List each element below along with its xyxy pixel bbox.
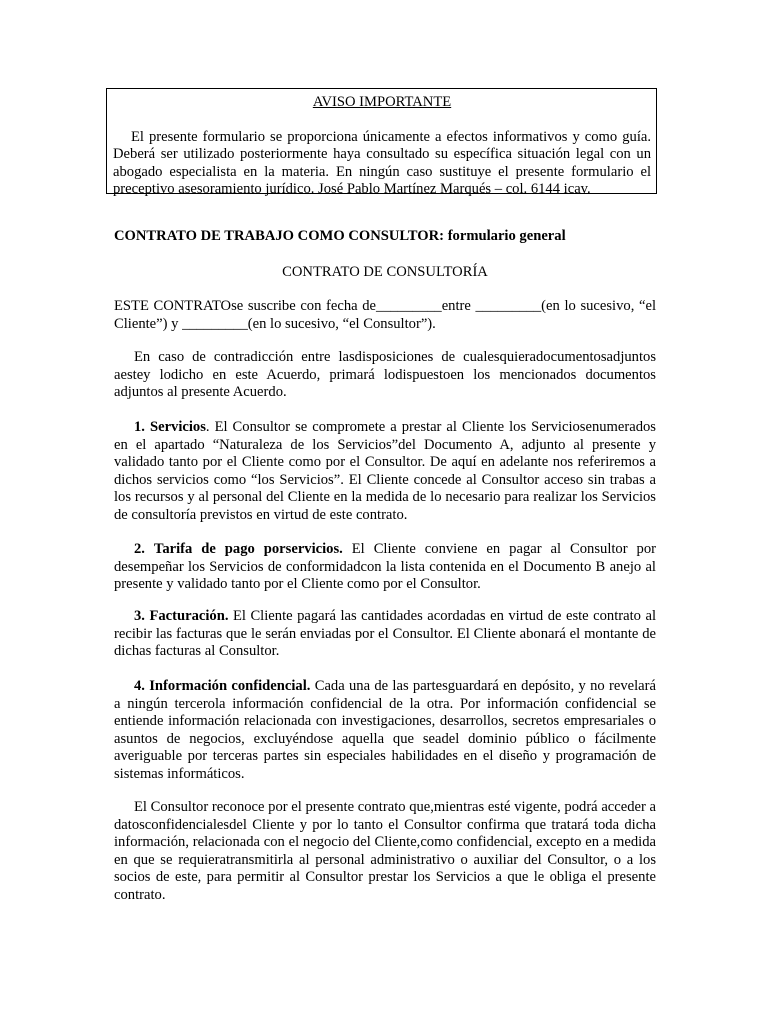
heading-rest: formulario general [444, 228, 566, 244]
clause-text: El Cliente pagará las cantidades acordadas en virtud de este contrato al recibir las facturas que le serán enviadas por el Consultor. El Cliente abonará el montante de dichas facturas al Consultor. [114, 608, 656, 660]
document-heading [114, 228, 656, 246]
notice-body: El presente formulario se proporciona únicamente a efectos informativos y como guía. Deberá ser utilizado posteriormente haya consultado su específica situación legal con un abogado especialista en la materia. En ningún caso sustituye el presente formulario el preceptivo asesoramiento jurídico. José Pablo Martínez Marqués – col. 6144 icav. [113, 128, 651, 198]
clause-title: Servicios [149, 419, 206, 435]
clause-number: 1. [134, 419, 145, 435]
important-notice-box [106, 88, 657, 198]
clause-text: Cada una de las partesguardará en depósito, y no revelará a ningún tercerola información confidencial de la otra. Por información confidencial se entiende información relacionada con investigaciones, desarrollos, secretos empresariales o asuntos de negocios, excluyéndose aquella que seadel dominio público o fácilmente averiguable por terceras partes sin especiales habilidades en el diseño y programación de sistemas informáticos. [114, 678, 656, 782]
heading-bold: CONTRATO DE TRABAJO COMO CONSULTOR: [114, 228, 445, 244]
clause-text: . El Consultor se compromete a prestar al Cliente los Serviciosenumerados en el apartado “Naturaleza de los Servicios”del Documento A, adjunto al presente y validado tanto por el Cliente como por el Consultor. De aquí en adelante nos referiremos a dichos servicios como “los Servicios”. El Cliente concede al Consultor acceso sin trabas a los recursos y al personal del Cliente en la medida de lo necesario para realizar los Servicios de consultoría previstos en virtud de este contrato. [114, 419, 656, 523]
clause-title: Facturación. [149, 608, 229, 624]
closing-paragraph: El Consultor reconoce por el presente contrato que,mientras esté vigente, podrá acceder a datosconfidencialesdel Cliente y por lo tanto el Consultor confirma que tratará toda dicha información, relacionada con el negocio del Cliente,como confidencial, excepto en a medida en que se requieratransmitirla al personal administrativo o auxiliar del Consultor, o a los socios de este, para permitir al Consultor prestar los Servicios a que le obliga el presente contrato. [114, 799, 656, 903]
clause-number: 3. [134, 608, 145, 624]
clause-invoicing [114, 608, 656, 661]
clause-number: 2. [134, 541, 145, 557]
contract-subtitle: CONTRATO DE CONSULTORÍA [282, 264, 488, 280]
clause-number: 4. [134, 678, 145, 694]
notice-title: AVISO IMPORTANTE [312, 94, 452, 110]
clause-text: El Cliente conviene en pagar al Consultor por desempeñar los Servicios de conformidadcon la lista contenida en el Documento B anejo al presente y validado tanto por el Cliente como por el Consultor. [114, 541, 656, 593]
clause-confidential [114, 678, 656, 784]
intro-paragraph: ESTE CONTRATOse suscribe con fecha de_________entre _________(en lo sucesivo, “el Cliente”) y _________(en lo sucesivo, “el Consultor”). [114, 298, 656, 332]
clause-services [114, 419, 656, 525]
precedence-paragraph: En caso de contradicción entre lasdisposiciones de cualesquieradocumentosadjuntos aestey lodicho en este Acuerdo, primará lodispuestoen los mencionados documentos adjuntos al presente Acuerdo. [114, 349, 656, 401]
clause-title: Tarifa de pago porservicios. [153, 541, 343, 557]
clause-title: Información confidencial. [149, 678, 311, 694]
clause-fee [114, 541, 656, 594]
